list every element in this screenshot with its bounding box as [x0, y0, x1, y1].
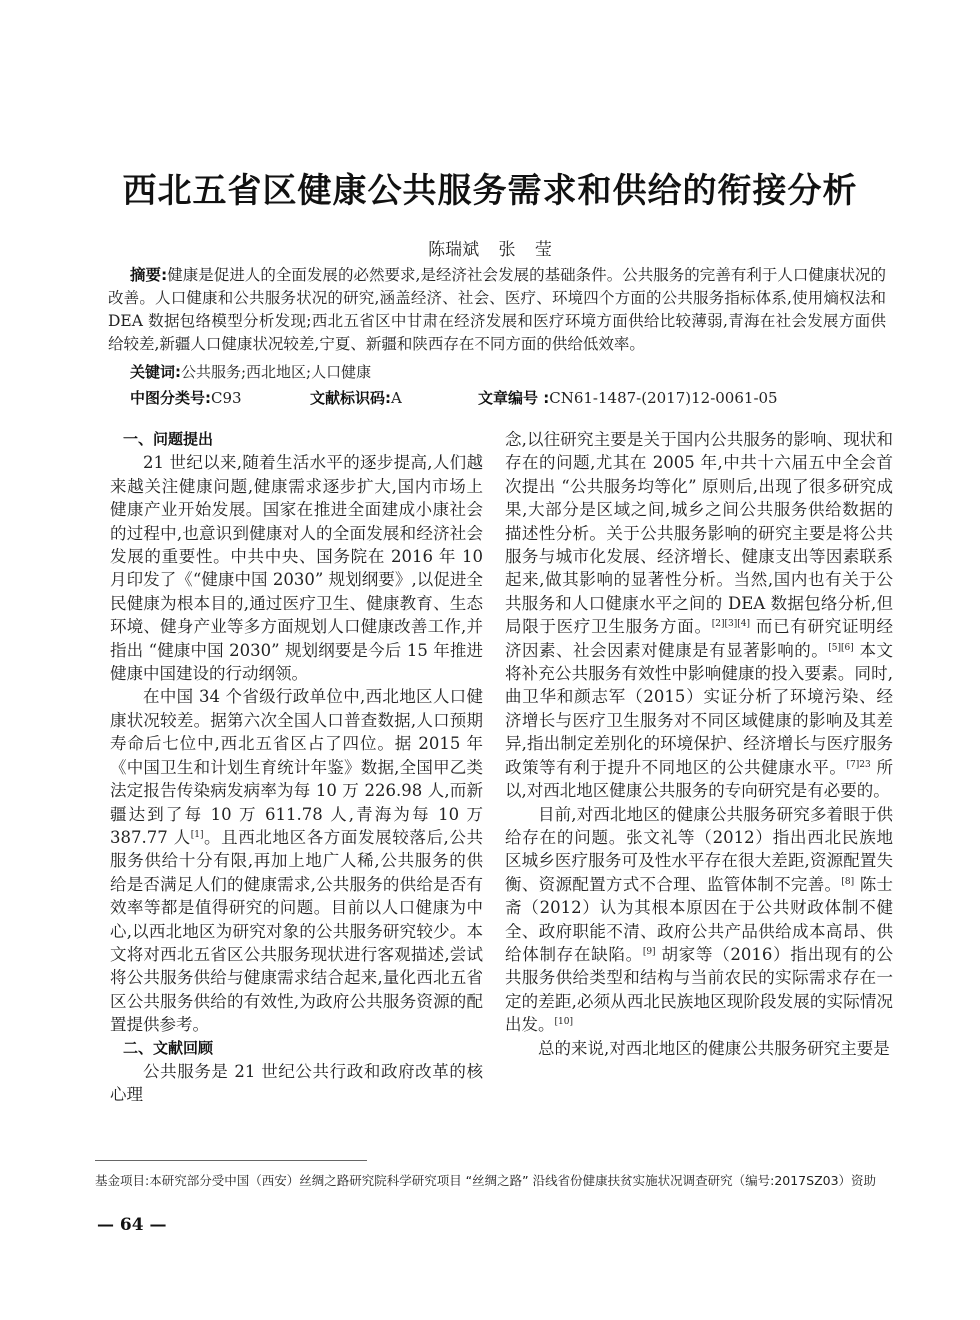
citation-ref: [5][6]: [828, 642, 854, 653]
citation-ref: [9]: [642, 946, 656, 957]
body-column-right: [505, 428, 893, 1060]
paragraph-text: 陈士斋（2012）认为其根本原因在于公共财政体制不健全、政府职能不清、政府公共产品供给成本高昂、供给体制存在缺陷。: [505, 874, 894, 964]
doc-code-value: A: [391, 389, 402, 407]
article-number-value: CN61-1487-(2017)12-0061-05: [549, 389, 778, 407]
article-authors: 陈瑞斌 张 莹: [428, 240, 552, 260]
document-code: [310, 387, 478, 408]
article-title: 西北五省区健康公共服务需求和供给的衔接分析: [122, 171, 858, 211]
paragraph-text: 胡家等（2016）指出现有的公共服务供给类型和结构与当前农民的实际需求存在一定的差距,必须从西北民族地区现阶段发展的实际情况出发。: [505, 944, 893, 1035]
paragraph-text: 目前,对西北地区的健康公共服务研究多着眼于供给存在的问题。张文礼等（2012）指出西北民族地区城乡医疗服务可及性水平存在很大差距,资源配置失衡、资源配置方式不合理、监管体制不完善。: [505, 804, 893, 894]
citation-ref: [7]23: [846, 759, 871, 770]
paragraph-text: 本文将补充公共服务有效性中影响健康的投入要素。同时,曲卫华和颜志军（2015）实证分析了环境污染、经济增长与医疗卫生服务对不同区域健康的影响及其差异,指出制定差别化的环境保护、经济增长与医疗服务政策等有利于提升不同地区的公共健康水平。: [505, 640, 894, 777]
body-column-left: [110, 428, 483, 1107]
section-heading-1: 一、问题提出: [123, 430, 214, 448]
keywords: [130, 361, 371, 382]
article-number: [478, 387, 778, 408]
paragraph-continued: [505, 428, 893, 803]
paragraph: 公共服务是 21 世纪公共行政和政府改革的核心理: [110, 1061, 483, 1105]
paragraph-text: 在中国 34 个省级行政单位中,西北地区人口健康状况较差。据第六次全国人口普查数据,人口预期寿命后七位中,西北五省区占了四位。据 2015 年《中国卫生和计划生育统计年鉴》数据,全国甲乙类法定报告传染病发病率为每 10 万 226.98 人,而新疆达到了每 10 万 611.78 人,青海为每 10 万 387.77 人: [110, 687, 483, 847]
citation-ref: [8]: [841, 876, 855, 887]
keywords-text: 公共服务;西北地区;人口健康: [181, 363, 372, 381]
paragraph-text: 而已有研究证明经济因素、社会因素对健康是有显著影响的。: [505, 617, 893, 660]
paragraph: 总的来说,对西北地区的健康公共服务研究主要是: [538, 1038, 890, 1058]
funding-footnote: 基金项目:本研究部分受中国（西安）丝绸之路研究院科学研究项目 “丝绸之路” 沿线省份健康扶贫实施状况调查研究（编号:2017SZ03）资助: [95, 1173, 877, 1188]
clc-code: [130, 387, 310, 408]
abstract-text: 健康是促进人的全面发展的必然要求,是经济社会发展的基础条件。公共服务的完善有利于人口健康状况的改善。人口健康和公共服务状况的研究,涵盖经济、社会、医疗、环境四个方面的公共服务指标体系,使用熵权法和 DEA 数据包络模型分析发现;西北五省区中甘肃在经济发展和医疗环境方面供给比较薄弱,青海在社会发展方面供给较差,新疆人口健康状况较差,宁夏、新疆和陕西存在不同方面的供给低效率。: [108, 266, 886, 353]
abstract: [108, 264, 886, 356]
paragraph-text: 所以,对西北地区健康公共服务的专向研究是有必要的。: [505, 757, 894, 801]
citation-ref: [10]: [554, 1017, 573, 1028]
paragraph: [505, 803, 893, 1037]
citation-ref: [2][3][4]: [711, 619, 750, 630]
clc-label: 中图分类号:: [130, 389, 211, 407]
footnote-divider: [95, 1160, 367, 1161]
paragraph-text: 念,以往研究主要是关于国内公共服务的影响、现状和存在的问题,尤其在 2005 年,中共十六届五中全会首次提出 “公共服务均等化” 原则后,出现了很多研究成果,大部分是区域之间,城乡之间公共服务供给数据的描述性分析。关于公共服务影响的研究主要是将公共服务与城市化发展、经济增长、健康支出等因素联系起来,做其影响的显著性分析。当然,国内也有关于公共服务和人口健康水平之间的 DEA 数据包络分析,但局限于医疗卫生服务方面。: [505, 430, 893, 637]
abstract-label: 摘要:: [130, 266, 168, 284]
classification-codes: [130, 387, 890, 408]
citation-ref: [1]: [190, 829, 204, 840]
paragraph: [110, 685, 483, 1036]
doc-code-label: 文献标识码:: [310, 389, 391, 407]
keywords-label: 关键词:: [130, 363, 181, 381]
section-heading-2: 二、文献回顾: [123, 1038, 214, 1057]
article-number-label: 文章编号 :: [478, 389, 550, 407]
paragraph: 21 世纪以来,随着生活水平的逐步提高,人们越来越关注健康问题,健康需求逐步扩大,国内市场上健康产业开始发展。国家在推进全面建成小康社会的过程中,也意识到健康对人的全面发展和经济社会发展的重要性。中共中央、国务院在 2016 年 10 月印发了《“健康中国 2030” 规划纲要》,以促进全民健康为根本目的,通过医疗卫生、健康教育、生态环境、健身产业等多方面规划人口健康改善工作,并指出 “健康中国 2030” 规划纲要是今后 15 年推进健康中国建设的行动纲领。: [110, 453, 483, 684]
clc-value: C93: [211, 389, 242, 407]
paragraph-text: 。且西北地区各方面发展较落后,公共服务供给十分有限,再加上地广人稀,公共服务的供给是否满足人们的健康需求,公共服务的供给是否有效率等都是值得研究的问题。目前以人口健康为中心,以西北地区为研究对象的公共服务研究较少。本文将对西北五省区公共服务现状进行客观描述,尝试将公共服务供给与健康需求结合起来,量化西北五省区公共服务供给的有效性,为政府公共服务资源的配置提供参考。: [110, 827, 484, 1035]
page-number: — 64 —: [97, 1215, 167, 1235]
